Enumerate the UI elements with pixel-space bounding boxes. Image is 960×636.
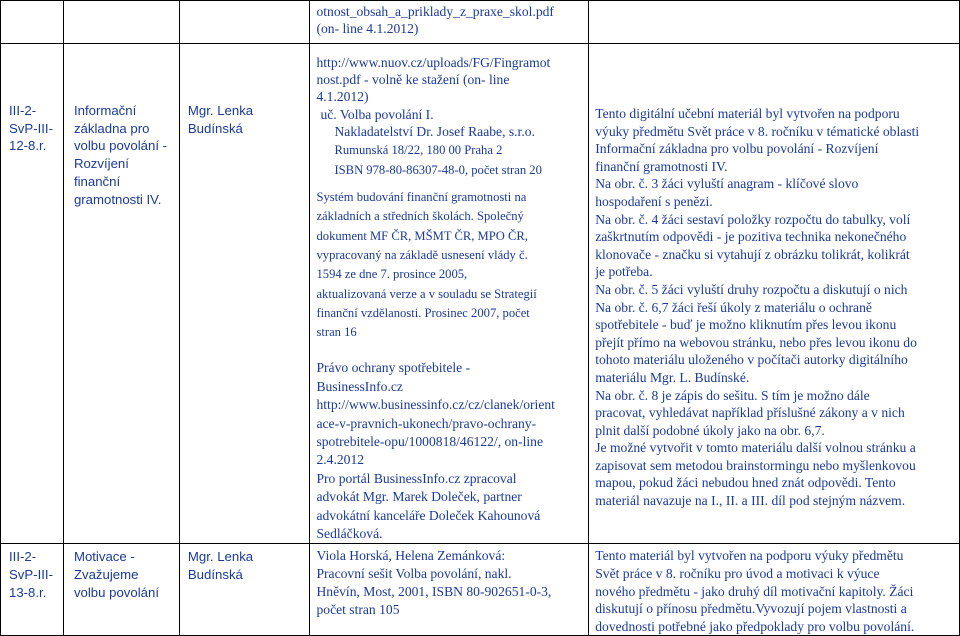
description-line: zapisovat sem metodou brainstormingu nebo myšlenkovou <box>595 457 916 473</box>
fragment-line: otnost_obsah_a_priklady_z_praxe_skol.pdf <box>316 4 554 19</box>
author-cell <box>179 544 310 636</box>
fragment-cell-code <box>1 1 64 44</box>
code-cell <box>1 544 64 636</box>
code-line: 13-8.r. <box>9 584 47 600</box>
description-line: dovednosti potřebné jako předpoklady pro volbu povolání. <box>595 618 915 634</box>
source-line: Hněvín, Most, 2001, ISBN 80-902651-0-3, <box>316 584 552 600</box>
topic-line: Motivace - <box>73 549 135 565</box>
source-line: nost.pdf - volně ke stažení (on- line <box>316 72 510 88</box>
source-line: aktualizovaná verze a v souladu se Strategií <box>316 286 537 301</box>
code-line: SvP-III- <box>9 567 53 583</box>
source-line: počet stran 105 <box>316 602 400 618</box>
source-line: finanční vzdělanosti. Prosinec 2007, počet <box>316 305 530 320</box>
description-line: plnit další podobné úkoly jako na obr. 6,7. <box>595 422 825 438</box>
description-line: materiálu Mgr. L. Budínské. <box>595 369 750 385</box>
topic-line: volbu povolání - <box>73 138 168 154</box>
description-line: finanční gramotnosti IV. <box>595 158 728 174</box>
topic-line: Informační <box>73 103 137 118</box>
description-line: nového předmětu - jako druhý díl motivační kapitoly. Žáci <box>595 583 914 599</box>
description-line: je potřeba. <box>595 264 653 280</box>
topic-line: Rozvíjení <box>73 156 129 172</box>
fragment-cell-sources <box>310 1 589 44</box>
author-line: Mgr. Lenka <box>187 103 254 118</box>
source-line: Sedláčková. <box>316 526 383 542</box>
source-line: dokument MF ČR, MŠMT ČR, MPO ČR, <box>316 228 528 243</box>
fragment-cell-topic <box>63 1 179 44</box>
description-cell <box>589 544 960 636</box>
source-line: BusinessInfo.cz <box>316 378 403 394</box>
table-row-fragment <box>1 1 960 44</box>
description-line: spotřebitele - buď je možno kliknutím přes levou ikonu <box>595 317 897 333</box>
table-row <box>1 44 960 544</box>
source-line: spotrebitele-opu/1000818/46122/, on-line <box>316 434 543 450</box>
author-cell <box>179 44 310 544</box>
source-line: Pracovní sešit Volba povolání, nakl. <box>316 566 512 582</box>
description-line: diskutují o přínosu předmětu.Vyvozují pojem vlastnosti a <box>595 601 907 617</box>
code-cell <box>1 44 64 544</box>
description-line: Svět práce v 8. ročníku pro úvod a motivaci k výuce <box>595 566 880 582</box>
description-line: Na obr. č. 5 žáci vyluští druhy rozpočtu a diskutují o nich <box>595 281 908 297</box>
description-line: klonovače - značku si vytahují z obrázku tolikrát, kolikrát <box>595 246 910 262</box>
fragment-cell-description <box>589 1 960 44</box>
description-line: hospodaření s penězi. <box>595 193 713 209</box>
author-line: Mgr. Lenka <box>187 549 254 565</box>
description-line: mapou, pokud žáci nebudou hned znát odpovědi. Tento <box>595 475 896 491</box>
source-line: Nakladatelství Dr. Josef Raabe, s.r.o. <box>334 123 535 139</box>
sources-cell <box>310 544 589 636</box>
topic-line: finanční <box>73 173 121 189</box>
code-line: 12-8.r. <box>9 138 47 154</box>
description-line: výuky předmětu Svět práce v 8. ročníku v tématické oblasti <box>595 123 920 139</box>
source-line: stran 16 <box>316 325 357 340</box>
topic-cell <box>63 44 179 544</box>
description-line: tohoto materiálu uloženého v počítači autorky digitálního <box>595 352 908 368</box>
source-line: Systém budování finanční gramotnosti na <box>316 190 527 205</box>
description-line: Na obr. č. 8 je zápis do sešitu. S tím je možno dále <box>595 387 870 403</box>
author-line: Budínská <box>187 567 243 583</box>
source-line: Právo ochrany spotřebitele - <box>316 360 471 376</box>
description-line: přejít přímo na webovou stránku, nebo přes levou ikonu do <box>595 334 917 350</box>
description-line: Tento digitální učební materiál byl vytvořen na podporu <box>595 106 900 121</box>
source-line: http://www.businessinfo.cz/cz/clanek/orient <box>316 397 555 413</box>
code-line: III-2- <box>9 549 37 565</box>
source-line: http://www.nuov.cz/uploads/FG/Fingramot <box>316 55 551 70</box>
topic-cell <box>63 544 179 636</box>
description-line: Informační základna pro volbu povolání - Rozvíjení <box>595 141 879 157</box>
code-line: SvP-III- <box>9 120 53 136</box>
table-row <box>1 544 960 636</box>
description-line: pracovat, vyhledávat například příslušné zákony a v nich <box>595 405 905 421</box>
source-line: Viola Horská, Helena Zemánková: <box>316 548 506 564</box>
topic-line: volbu povolání <box>73 584 160 600</box>
topic-line: gramotnosti IV. <box>73 191 162 207</box>
description-line: zaškrtnutím odpovědi - je pozitiva technika nekonečného <box>595 229 907 245</box>
sources-cell <box>310 44 589 544</box>
source-line: 4.1.2012) <box>316 89 369 105</box>
description-cell <box>589 44 960 544</box>
source-line: uč. Volba povolání I. <box>320 106 434 122</box>
description-line: Na obr. č. 3 žáci vyluští anagram - klíčové slovo <box>595 176 859 192</box>
source-line: Pro portál BusinessInfo.cz zpracoval <box>316 470 517 486</box>
description-line: Tento materiál byl vytvořen na podporu výuky předmětu <box>595 548 904 564</box>
description-line: materiál navazuje na I., II. a III. díl pod stejným názvem. <box>595 493 906 509</box>
source-line: základních a středních školách. Společný <box>316 209 524 224</box>
source-line: vypracovaný na základě usnesení vlády č. <box>316 247 528 262</box>
source-line: ISBN 978-80-86307-48-0, počet stran 20 <box>334 163 542 178</box>
author-line: Budínská <box>187 120 243 136</box>
source-line: advokát Mgr. Marek Doleček, partner <box>316 489 522 505</box>
topic-line: základna pro <box>73 120 150 136</box>
source-line: ace-v-pravnich-ukonech/pravo-ochrany- <box>316 415 537 431</box>
topic-line: Zvažujeme <box>73 567 139 583</box>
fragment-cell-author <box>179 1 310 44</box>
source-line: advokátní kanceláře Doleček Kahounová <box>316 507 541 523</box>
fragment-line: (on- line 4.1.2012) <box>316 21 419 37</box>
description-line: Na obr. č. 4 žáci sestaví položky rozpočtu do tabulky, volí <box>595 211 911 227</box>
source-line: 2.4.2012 <box>316 452 365 468</box>
description-line: Na obr. č. 6,7 žáci řeší úkoly z materiálu o ochraně <box>595 299 872 315</box>
source-line: 1594 ze dne 7. prosince 2005, <box>316 267 468 282</box>
code-line: III-2- <box>9 103 37 118</box>
description-line: Je možné vytvořit v tomto materiálu další volnou stránku a <box>595 440 916 456</box>
source-line: Rumunská 18/22, 180 00 Praha 2 <box>334 143 503 158</box>
